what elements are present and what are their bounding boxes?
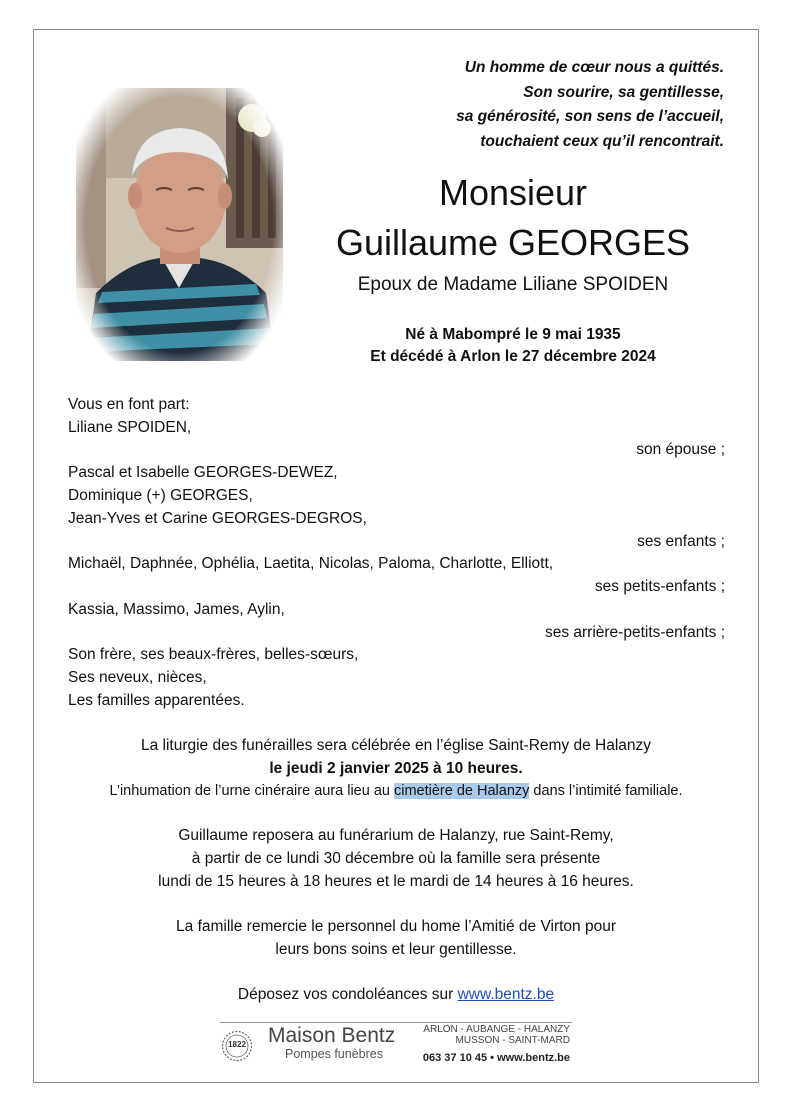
civility: Monsieur (438, 172, 588, 213)
spouse-line: Epoux de Madame Liliane SPOIDEN (357, 274, 669, 295)
quote-line: Un homme de cœur nous a quittés. (464, 59, 724, 76)
brand-subtitle: Pompes funèbres (285, 1047, 383, 1061)
burial-text: L’inhumation de l’urne cinéraire aura lieu au (109, 783, 394, 799)
thanks-line: La famille remercie le personnel du home l’Amitié de Virton pour (176, 918, 616, 935)
locations-line: ARLON - AUBANGE - HALANZY (423, 1024, 570, 1035)
wife-role: son épouse ; (636, 441, 725, 458)
condolences-line (33, 986, 759, 1004)
thanks-line: leurs bons soins et leur gentillesse. (275, 941, 517, 958)
locations-line: MUSSON - SAINT-MARD (455, 1035, 570, 1046)
burial-line (33, 783, 759, 799)
child-entry: Jean-Yves et Carine GEORGES-DEGROS, (68, 510, 367, 527)
other-family: Ses neveux, nièces, (68, 669, 207, 686)
ceremony-line: La liturgie des funérailles sera célébrée en l’église Saint-Remy de Halanzy (140, 737, 652, 754)
seal-year: 1822 (228, 1040, 246, 1049)
great-grandchildren-role: ses arrière-petits-enfants ; (544, 624, 725, 641)
quote-line: sa générosité, son sens de l’accueil, (456, 108, 724, 125)
birth-line: Né à Mabompré le 9 mai 1935 (405, 326, 621, 343)
locations (423, 1024, 570, 1046)
seal-logo (221, 1030, 253, 1062)
quote-line: Son sourire, sa gentillesse, (523, 83, 724, 101)
grandchildren-list: Michaël, Daphnée, Ophélia, Laetita, Nicolas, Paloma, Charlotte, Elliott, (68, 555, 554, 572)
death-line: Et décédé à Arlon le 27 décembre 2024 (370, 348, 656, 365)
contact-info: 063 37 10 45 • www.bentz.be (422, 1052, 570, 1064)
wife-name: Liliane SPOIDEN, (68, 419, 192, 436)
visitation-line: à partir de ce lundi 30 décembre où la famille sera présente (191, 850, 601, 867)
other-family: Les familles apparentées. (68, 692, 245, 709)
burial-text: dans l’intimité familiale. (529, 783, 683, 799)
grandchildren-role: ses petits-enfants ; (594, 578, 725, 595)
footer-rule (220, 1022, 572, 1023)
visitation-line: Guillaume reposera au funérarium de Halanzy, rue Saint-Remy, (178, 827, 614, 844)
condolences-link[interactable]: www.bentz.be (457, 986, 555, 1003)
family-intro: Vous en font part: (68, 396, 190, 413)
deceased-name: Guillaume GEORGES (335, 222, 691, 263)
great-grandchildren-list: Kassia, Massimo, James, Aylin, (68, 601, 285, 618)
child-entry: Pascal et Isabelle GEORGES-DEWEZ, (68, 464, 338, 481)
epitaph-quote (456, 56, 724, 154)
brand-name: Maison Bentz (268, 1024, 396, 1047)
quote-line: touchaient ceux qu’il rencontrait. (480, 132, 724, 150)
children-role: ses enfants ; (637, 533, 725, 550)
ceremony-date: le jeudi 2 janvier 2025 à 10 heures. (269, 760, 523, 777)
portrait-photo (76, 88, 283, 361)
burial-place: cimetière de Halanzy (394, 783, 530, 799)
child-entry: Dominique (+) GEORGES, (68, 487, 253, 504)
condolences-text: Déposez vos condoléances sur (237, 986, 458, 1003)
other-family: Son frère, ses beaux-frères, belles-sœurs, (68, 646, 359, 663)
visitation-line: lundi de 15 heures à 18 heures et le mardi de 14 heures à 16 heures. (158, 873, 634, 890)
